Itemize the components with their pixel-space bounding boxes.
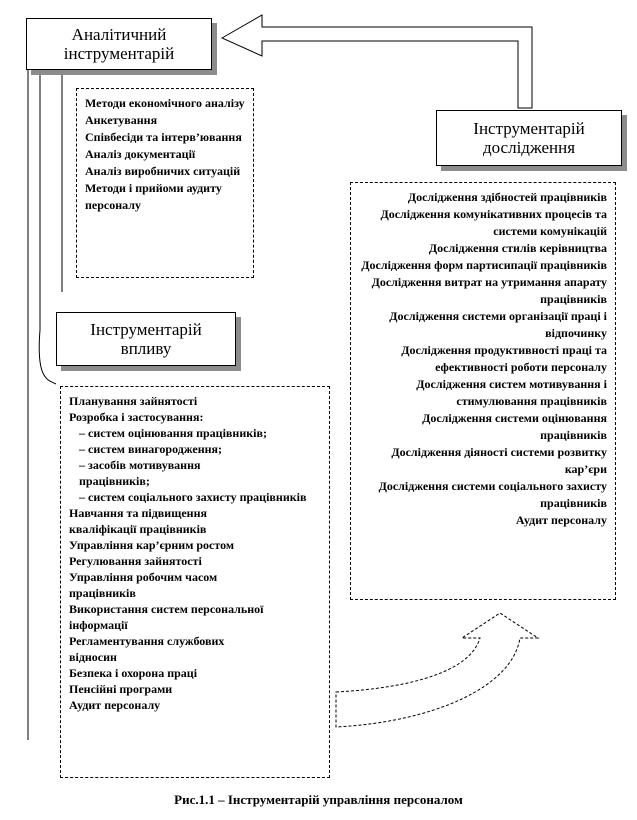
research-list [350, 182, 616, 600]
research-item: Дослідження системи соціального захисту працівників [378, 479, 607, 510]
influence-item: Управління кар’єрним ростом [69, 538, 235, 552]
research-item: Дослідження систем мотивування і стимулювання працівників [416, 377, 607, 408]
influence-subitem: – систем соціального захисту працівників [79, 490, 307, 504]
analytical-title-box [26, 18, 212, 70]
bracket-line-inner [39, 62, 56, 384]
influence-item: Регламентування службових відносин [69, 634, 225, 664]
analytical-list [76, 88, 254, 278]
research-title-box [436, 110, 622, 166]
research-title: Інструментарій дослідження [473, 119, 585, 157]
analytical-item: Аналіз документації [85, 147, 196, 161]
research-item: Дослідження системи оцінювання працівників [422, 411, 607, 442]
influence-item: Управління робочим часом працівників [69, 570, 218, 600]
influence-item: Навчання та підвищення кваліфікації працівників [69, 506, 207, 536]
analytical-item: Співбесіди та інтерв’ювання [85, 130, 242, 144]
analytical-item: Анкетування [85, 113, 158, 127]
influence-title-box [56, 312, 236, 366]
influence-item: Розробка і застосування: [69, 410, 204, 424]
research-item: Дослідження витрат на утримання апарату працівників [371, 275, 607, 306]
analytical-item: Методи і прийоми аудиту персоналу [85, 181, 222, 212]
influence-subitem: – систем оцінювання працівників; [79, 426, 267, 440]
research-item: Дослідження форм партисипації працівників [361, 258, 607, 272]
research-item: Аудит персоналу [515, 513, 607, 527]
influence-item: Використання систем персональної інформації [69, 602, 264, 632]
analytical-title: Аналітичний інструментарій [63, 25, 175, 63]
analytical-item: Методи економічного аналізу [85, 96, 245, 110]
influence-list [60, 386, 330, 778]
influence-item: Аудит персоналу [69, 698, 161, 712]
research-item: Дослідження стилів керівництва [428, 241, 607, 255]
influence-item: Регулювання зайнятості [69, 554, 202, 568]
research-item: Дослідження системи організації праці і відпочинку [389, 309, 607, 340]
influence-item: Планування зайнятості [69, 394, 198, 408]
research-item: Дослідження продуктивності праці та ефективності роботи персоналу [401, 343, 607, 374]
arrow-influence-to-research [336, 613, 538, 727]
figure-caption: Рис.1.1 – Інструментарій управління персоналом [174, 792, 463, 807]
influence-subitem: – систем винагородження; [79, 442, 223, 456]
influence-title: Інструментарій впливу [90, 320, 202, 358]
influence-subitem: – засобів мотивування працівників; [79, 458, 201, 488]
influence-item: Пенсійні програми [69, 682, 173, 696]
research-item: Дослідження діяності системи розвитку кар’єри [391, 445, 607, 476]
influence-item: Безпека і охорона праці [69, 666, 198, 680]
research-item: Дослідження здібностей працівників [407, 190, 607, 204]
arrow-research-to-analytical [222, 15, 532, 108]
research-item: Дослідження комунікативних процесів та системи комунікацій [380, 207, 607, 238]
analytical-item: Аналіз виробничих ситуацій [85, 164, 241, 178]
